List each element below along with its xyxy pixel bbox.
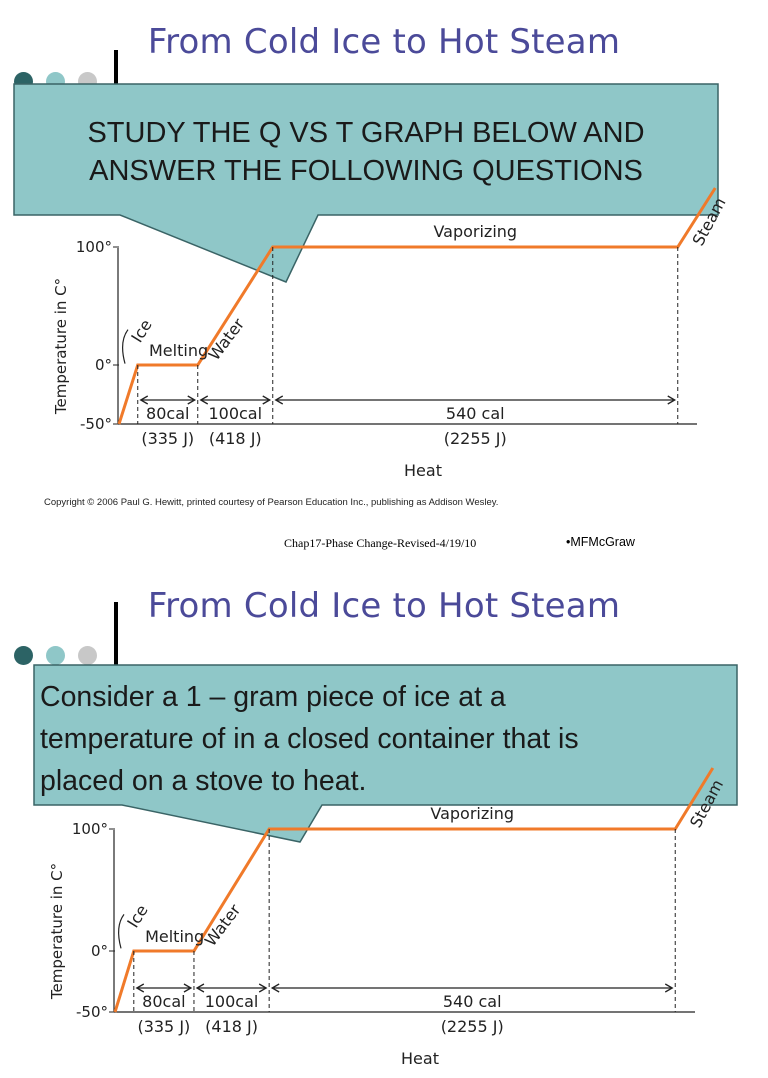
interval-joule-label: (2255 J) bbox=[443, 429, 507, 448]
segment-label-ice: Ice bbox=[123, 901, 152, 932]
interval-joule-label: (2255 J) bbox=[440, 1017, 504, 1036]
y-tick-label: 100° bbox=[71, 820, 108, 838]
segment-label-steam: Steam bbox=[686, 776, 728, 831]
interval-joule-label: (335 J) bbox=[141, 429, 195, 448]
y-tick-label: 0° bbox=[94, 356, 112, 374]
segment-label-vaporizing: Vaporizing bbox=[430, 804, 515, 823]
footer-author: •MFMcGraw bbox=[566, 535, 635, 549]
interval-cal-label: 540 cal bbox=[445, 404, 505, 423]
callout-line: ANSWER THE FOLLOWING QUESTIONS bbox=[89, 155, 643, 187]
interval-cal-label: 100cal bbox=[204, 992, 259, 1011]
x-axis-label: Heat bbox=[404, 461, 442, 480]
interval-joule-label: (418 J) bbox=[205, 1017, 258, 1036]
segment-label-melting: Melting bbox=[145, 927, 205, 946]
interval-cal-label: 80cal bbox=[146, 404, 190, 423]
segment-label-water: Water bbox=[204, 314, 249, 364]
phase-change-chart bbox=[0, 194, 768, 492]
callout-line: placed on a stove to heat. bbox=[40, 765, 367, 797]
y-tick-label: 100° bbox=[75, 238, 112, 256]
interval-cal-label: 80cal bbox=[142, 992, 186, 1011]
slide-title: From Cold Ice to Hot Steam bbox=[147, 22, 621, 62]
slide-title: From Cold Ice to Hot Steam bbox=[147, 586, 621, 626]
segment-label-melting: Melting bbox=[149, 341, 209, 360]
callout-line: STUDY THE Q VS T GRAPH BELOW AND bbox=[87, 117, 645, 149]
interval-joule-label: (418 J) bbox=[208, 429, 262, 448]
interval-cal-label: 540 cal bbox=[442, 992, 502, 1011]
segment-label-vaporizing: Vaporizing bbox=[433, 222, 518, 241]
callout-text bbox=[14, 114, 718, 190]
footer-chapter-label: Chap17-Phase Change-Revised-4/19/10 bbox=[284, 536, 477, 550]
copyright-notice: Copyright © 2006 Paul G. Hewitt, printed courtesy of Pearson Education Inc., publishing as Addison Wesley. bbox=[44, 497, 499, 508]
slide-2 bbox=[0, 580, 768, 1068]
y-tick-label: 0° bbox=[90, 942, 108, 960]
segment-label-steam: Steam bbox=[688, 194, 730, 249]
interval-cal-label: 100cal bbox=[208, 404, 263, 423]
callout-text bbox=[40, 676, 730, 802]
y-tick-label: -50° bbox=[76, 1003, 108, 1021]
callout-line: temperature of in a closed container that is bbox=[40, 723, 579, 755]
callout-line: Consider a 1 – gram piece of ice at a bbox=[40, 681, 506, 713]
segment-label-water: Water bbox=[200, 900, 245, 950]
x-axis-label: Heat bbox=[401, 1049, 439, 1068]
interval-joule-label: (335 J) bbox=[137, 1017, 191, 1036]
y-tick-label: -50° bbox=[80, 415, 112, 433]
segment-label-ice: Ice bbox=[127, 316, 156, 346]
y-axis-label: Temperature in C° bbox=[48, 862, 66, 1000]
y-axis-label: Temperature in C° bbox=[52, 277, 70, 415]
